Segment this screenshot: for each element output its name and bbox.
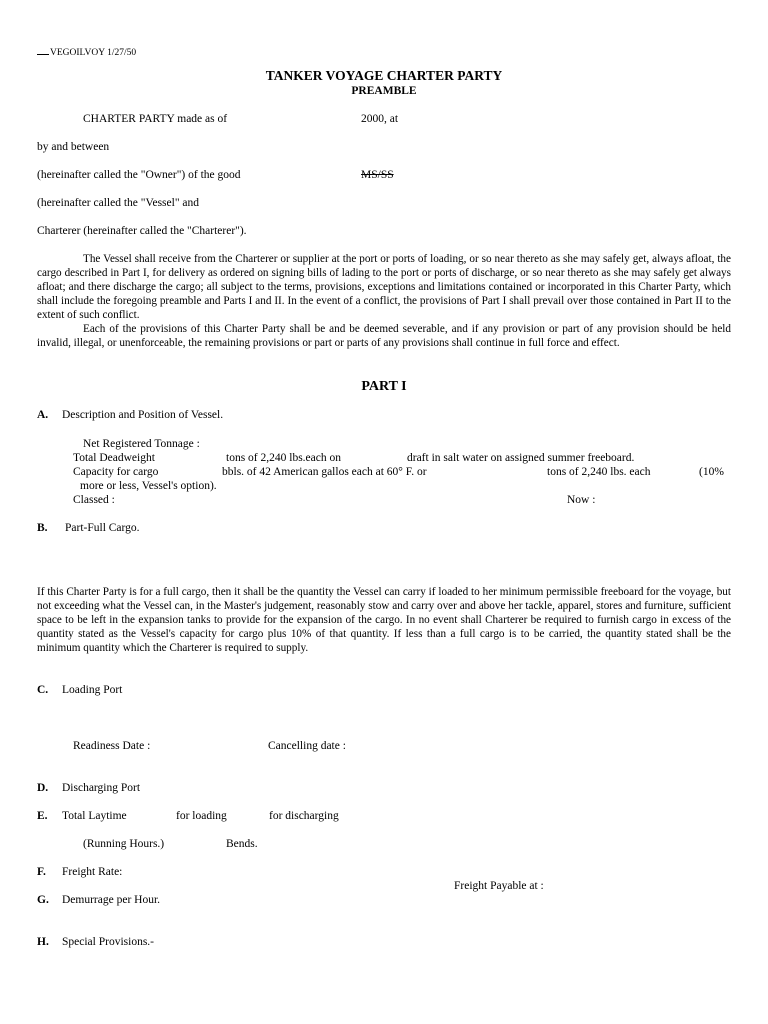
part-full-cargo-paragraph: If this Charter Party is for a full cargo, then it shall be the quantity the Vessel can carry if loaded to her minimum permissible freeboard for the voyage, but not exceeding what the Vessel can, in the Master's judgement, reasonably stow and carry over and above her tackle, apparel, stores and furniture, sufficient space to be left in the expansion tanks to provide for the expansion of the cargo. In no event shall Charterer be required to furnish cargo in excess of the quantity stated as the Vessel's capacity for cargo plus 10% of that quantity. If less than a full cargo is to be carried, the quantity stated shall be the minimum quantity which the Charterer is required to supply.: [37, 586, 731, 655]
running-hours: (Running Hours.): [83, 838, 165, 850]
draft-text: draft in salt water on assigned summer freeboard.: [407, 452, 635, 464]
by-and-between: by and between: [37, 141, 110, 153]
doc-code-text: VEGOILVOY 1/27/50: [50, 48, 137, 58]
doc-code: [37, 45, 136, 60]
blank-underline: [37, 45, 49, 55]
vessel-line: (hereinafter called the "Vessel" and: [37, 197, 200, 209]
capacity-for-cargo: Capacity for cargo: [73, 466, 159, 478]
part-heading: PART I: [361, 379, 407, 394]
more-less: more or less, Vessel's option).: [80, 480, 217, 492]
section-label-e: Total Laytime: [62, 810, 127, 822]
section-label-f: Freight Rate:: [62, 866, 123, 878]
section-letter-a: A.: [37, 409, 49, 421]
now-label: Now :: [567, 494, 596, 506]
classed-label: Classed :: [73, 494, 115, 506]
section-label-d: Discharging Port: [62, 782, 141, 794]
section-label-c: Loading Port: [62, 684, 123, 696]
tons-each: tons of 2,240 lbs.each on: [226, 452, 341, 464]
section-label-g: Demurrage per Hour.: [62, 894, 161, 906]
net-tonnage: Net Registered Tonnage :: [83, 438, 200, 450]
section-letter-c: C.: [37, 684, 49, 696]
bends: Bends.: [226, 838, 258, 850]
ms-ss: MS/SS: [361, 169, 394, 181]
for-discharging: for discharging: [269, 810, 339, 822]
preamble-paragraph-2: Each of the provisions of this Charter Party shall be and be deemed severable, and if any provision or part of any provision should be held invalid, illegal, or unenforceable, the remaining provisions or part or parts of any provisions shall continue in full force and effect.: [37, 323, 731, 350]
section-label-b: Part-Full Cargo.: [65, 522, 140, 534]
freight-payable: Freight Payable at :: [454, 880, 544, 892]
readiness-date: Readiness Date :: [73, 740, 151, 752]
bbls-text: bbls. of 42 American gallos each at 60° F. or: [222, 466, 427, 478]
section-letter-f: F.: [37, 866, 46, 878]
document-subtitle: PREAMBLE: [351, 85, 417, 97]
percent-text: (10%: [699, 466, 724, 478]
owner-line: (hereinafter called the "Owner") of the good: [37, 169, 241, 181]
total-deadweight: Total Deadweight: [73, 452, 155, 464]
section-letter-h: H.: [37, 936, 49, 948]
section-letter-d: D.: [37, 782, 49, 794]
section-label-a: Description and Position of Vessel.: [62, 409, 224, 421]
charterer-line: Charterer (hereinafter called the "Charterer").: [37, 225, 247, 237]
preamble-paragraph-1: The Vessel shall receive from the Charterer or supplier at the port or ports of loading, or so near thereto as she may safely get, always afloat, the cargo described in Part I, for delivery as ordered on signing bills of lading to the port or ports of discharge, or so near thereto as she may safely get always afloat; and there discharge the cargo; all subject to the terms, provisions, exceptions and limitations contained or incorporated in this Charter Party, which shall include the foregoing preamble and Parts I and II. In the event of a conflict, the provisions of Part I shall prevail over those contained in Part II to the extent of such conflict.: [37, 253, 731, 322]
section-label-h: Special Provisions.-: [62, 936, 154, 948]
section-letter-b: B.: [37, 522, 48, 534]
tons-each-2: tons of 2,240 lbs. each: [547, 466, 651, 478]
section-letter-g: G.: [37, 894, 49, 906]
cancelling-date: Cancelling date :: [268, 740, 346, 752]
made-as-of: CHARTER PARTY made as of: [83, 113, 228, 125]
year-at: 2000, at: [361, 113, 399, 125]
for-loading: for loading: [176, 810, 227, 822]
document-title: TANKER VOYAGE CHARTER PARTY: [265, 68, 503, 83]
section-letter-e: E.: [37, 810, 48, 822]
